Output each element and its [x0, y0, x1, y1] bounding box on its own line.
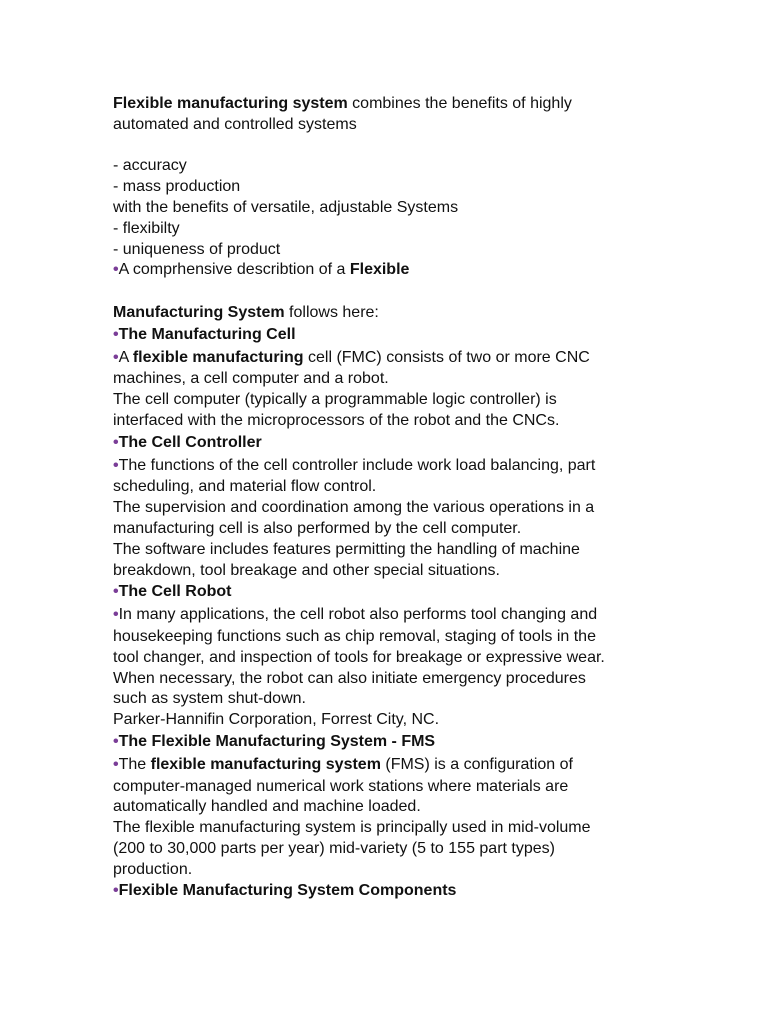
bullet-icon: •	[113, 583, 119, 601]
bullet-icon: •	[113, 433, 119, 451]
bullet-icon: •	[113, 348, 119, 366]
paragraph-line: The flexible manufacturing system is principally used in mid-volume	[113, 819, 591, 837]
heading-cell-robot: •The Cell Robot	[113, 583, 232, 601]
paragraph-line: The software includes features permitting the handling of machine	[113, 540, 580, 558]
paragraph-line: breakdown, tool breakage and other special situations.	[113, 561, 500, 579]
bullet-icon: •	[113, 456, 119, 474]
bullet-icon: •	[113, 606, 119, 624]
bullet-icon: •	[113, 882, 119, 900]
paragraph-line: The cell computer (typically a programmable logic controller) is	[113, 391, 557, 409]
list-item: with the benefits of versatile, adjustable Systems	[113, 198, 459, 216]
heading-manufacturing-cell: •The Manufacturing Cell	[113, 325, 296, 343]
paragraph-line: The supervision and coordination among the various operations in a	[113, 499, 595, 517]
paragraph-line: •The flexible manufacturing system (FMS) is a configuration of	[113, 755, 573, 773]
bullet-icon: •	[113, 755, 119, 773]
paragraph-line: automatically handled and machine loaded.	[113, 798, 421, 816]
intro-line-1: Flexible manufacturing system combines the benefits of highly	[113, 95, 572, 112]
paragraph-line: •A flexible manufacturing cell (FMC) consists of two or more CNC	[113, 348, 590, 366]
paragraph-line: manufacturing cell is also performed by the cell computer.	[113, 519, 522, 537]
paragraph-line: interfaced with the microprocessors of the robot and the CNCs.	[113, 411, 560, 429]
follows-line: Manufacturing System follows here:	[113, 303, 379, 321]
document-body	[113, 94, 663, 902]
heading-fms-components: •Flexible Manufacturing System Components	[113, 882, 457, 900]
heading-cell-controller: •The Cell Controller	[113, 433, 262, 451]
paragraph-line: housekeeping functions such as chip removal, staging of tools in the	[113, 627, 596, 645]
paragraph-line: machines, a cell computer and a robot.	[113, 370, 389, 388]
bullet-icon: •	[113, 261, 119, 279]
paragraph-line: Parker-Hannifin Corporation, Forrest City, NC.	[113, 711, 440, 729]
intro-line-2: automated and controlled systems	[113, 115, 357, 133]
paragraph-line: •The functions of the cell controller include work load balancing, part	[113, 456, 596, 474]
list-item: - mass production	[113, 178, 241, 196]
bullet-icon: •	[113, 732, 119, 750]
description-line: •A comprhensive describtion of a Flexible	[113, 261, 410, 279]
paragraph-line: such as system shut-down.	[113, 690, 306, 708]
list-item: - accuracy	[113, 157, 187, 175]
heading-fms: •The Flexible Manufacturing System - FMS	[113, 732, 436, 750]
paragraph-line: (200 to 30,000 parts per year) mid-variety (5 to 155 part types)	[113, 839, 555, 857]
paragraph-line: •In many applications, the cell robot also performs tool changing and	[113, 606, 598, 624]
list-item: - uniqueness of product	[113, 240, 281, 258]
paragraph-line: computer-managed numerical work stations where materials are	[113, 777, 569, 795]
spacer	[113, 281, 663, 302]
intro-term: Flexible manufacturing system	[113, 95, 348, 112]
spacer	[113, 136, 663, 157]
paragraph-line: scheduling, and material flow control.	[113, 478, 377, 496]
bullet-icon: •	[113, 325, 119, 343]
paragraph-line: production.	[113, 860, 193, 878]
list-item: - flexibilty	[113, 219, 180, 237]
paragraph-line: tool changer, and inspection of tools for breakage or expressive wear.	[113, 648, 605, 666]
paragraph-line: When necessary, the robot can also initiate emergency procedures	[113, 669, 586, 687]
